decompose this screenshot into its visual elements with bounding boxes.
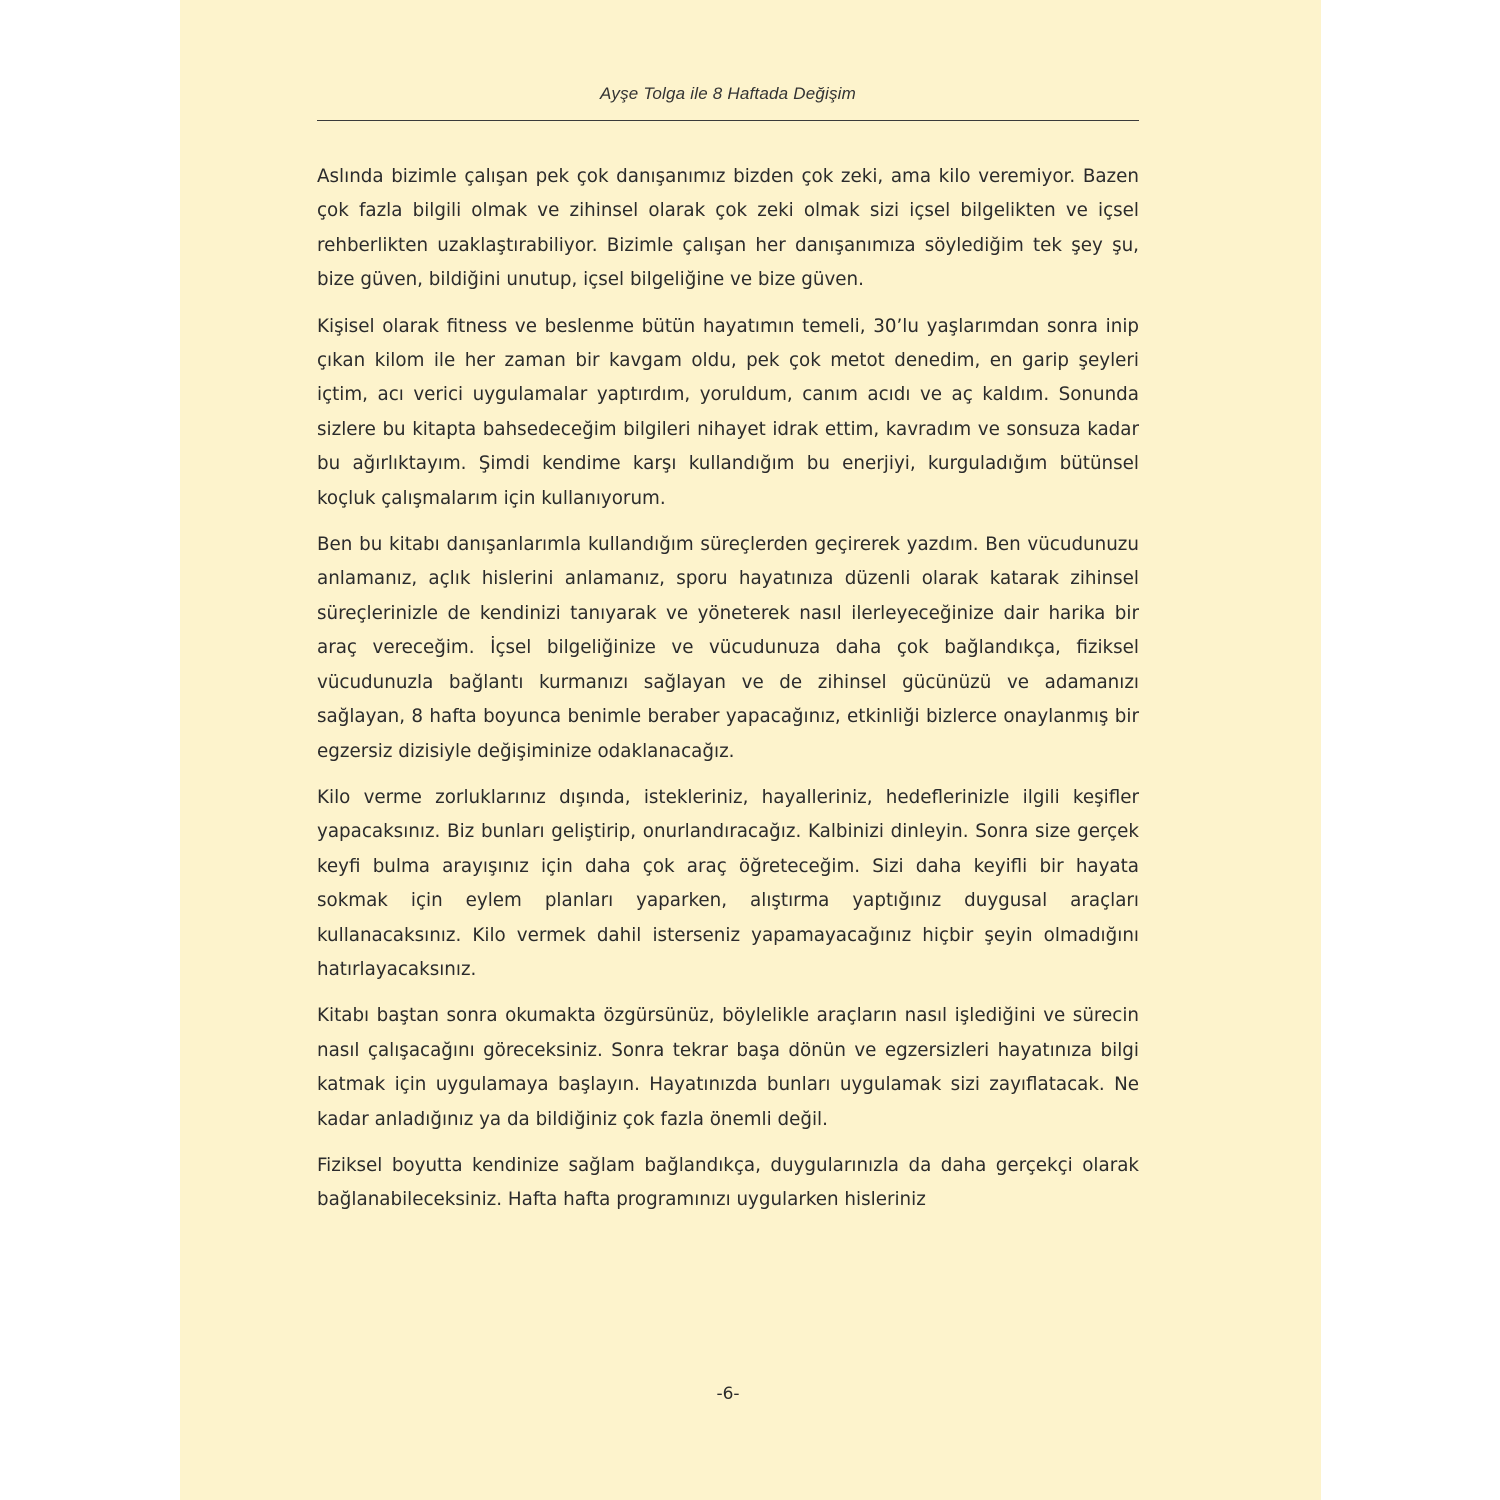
paragraph: Kişisel olarak fitness ve beslenme bütün hayatımın temeli, 30’lu yaşlarımdan sonra inip çıkan kilom ile her zaman bir kavgam oldu, pek çok metot denedim, en garip şeyleri içtim, acı verici uygulamalar yaptırdım, yoruldum, canım acıdı ve aç kaldım. Sonunda sizlere bu kitapta bahsedeceğim bilgileri nihayet idrak ettim, kavradım ve sonsuza kadar bu ağırlıktayım. Şimdi kendime karşı kullandığım bu enerjiyi, kurguladığım bütünsel koçluk çalışmalarım için kullanıyorum. [317, 315, 1139, 509]
paragraph: Fiziksel boyutta kendinize sağlam bağlandıkça, duygularınızla da daha gerçekçi olarak bağlanabileceksiniz. Hafta hafta programınızı uygularken hisleriniz [317, 1154, 1139, 1211]
running-header: Ayşe Tolga ile 8 Haftada Değişim [599, 84, 857, 103]
page-number: -6- [716, 1384, 740, 1404]
body-text [317, 160, 1139, 1230]
paragraph: Ben bu kitabı danışanlarımla kullandığım süreçlerden geçirerek yazdım. Ben vücudunuzu anlamanız, açlık hislerini anlamanız, sporu hayatınıza düzenli olarak katarak zihinsel süreçlerinizle de kendinizi tanıyarak ve yöneterek nasıl ilerleyeceğinize dair harika bir araç vereceğim. İçsel bilgeliğinize ve vücudunuza daha çok bağlandıkça, fiziksel vücudunuzla bağlantı kurmanızı sağlayan ve de zihinsel gücünüzü ve adamanızı sağlayan, 8 hafta boyunca benimle beraber yapacağınız, etkinliği bizlerce onaylanmış bir egzersiz dizisiyle değişiminize odaklanacağız. [317, 534, 1139, 762]
header-divider [317, 120, 1139, 121]
paragraph: Kilo verme zorluklarınız dışında, istekleriniz, hayalleriniz, hedeflerinizle ilgili keşifler yapacaksınız. Biz bunları geliştirip, onurlandıracağız. Kalbinizi dinleyin. Sonra size gerçek keyfi bulma arayışınız için daha çok araç öğreteceğim. Sizi daha keyifli bir hayata sokmak için eylem planları yaparken, alıştırma yaptığınız duygusal araçları kullanacaksınız. Kilo vermek dahil isterseniz yapamayacağınız hiçbir şeyin olmadığını hatırlayacaksınız. [317, 786, 1139, 980]
paragraph: Kitabı baştan sonra okumakta özgürsünüz, böylelikle araçların nasıl işlediğini ve sürecin nasıl çalışacağını göreceksiniz. Sonra tekrar başa dönün ve egzersizleri hayatınıza bilgi katmak için uygulamaya başlayın. Hayatınızda bunları uygulamak sizi zayıflatacak. Ne kadar anladığınız ya da bildiğiniz çok fazla önemli değil. [317, 1005, 1139, 1130]
paragraph: Aslında bizimle çalışan pek çok danışanımız bizden çok zeki, ama kilo veremiyor. Bazen çok fazla bilgili olmak ve zihinsel olarak çok zeki olmak sizi içsel bilgelikten ve içsel rehberlikten uzaklaştırabiliyor. Bizimle çalışan her danışanımıza söylediğim tek şey şu, bize güven, bildiğini unutup, içsel bilgeliğine ve bize güven. [317, 166, 1139, 291]
